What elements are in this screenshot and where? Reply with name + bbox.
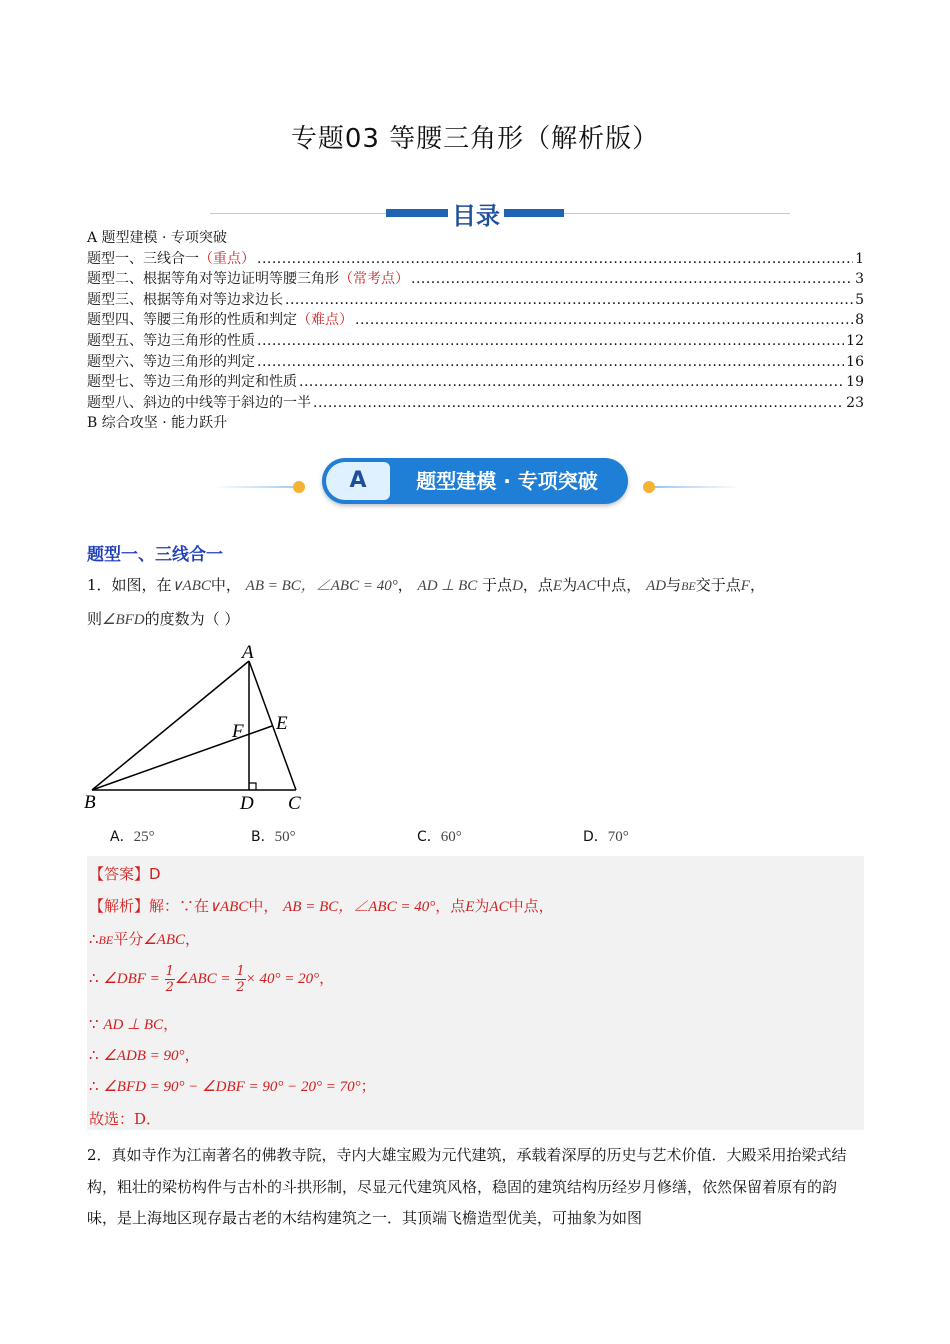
analysis-text: 平分 [113,930,144,948]
analysis-math: ∠ADB = 90° [103,1048,185,1064]
question-2: 2．真如寺作为江南著名的佛教寺院，寺内大雄宝殿为元代建筑，承载着深厚的历史与艺术价值．大殿采用抬梁式结构，粗壮的梁枋构件与古朴的斗拱形制，尽显元代建筑风格，稳固的建筑结构历经岁月修缮，依然保留着原有的韵味，是上海地区现存最古老的木结构建筑之一．其顶端飞檐造型优美，可抽象为如图 [87,1146,847,1227]
q1-text: ， [749,576,765,594]
toc-item[interactable] [87,310,864,331]
toc-part-b[interactable] [87,413,864,434]
analysis-text: ∴ [89,1077,99,1095]
toc-item-page: 23 [846,394,864,411]
toc-leader [257,352,844,373]
analysis-text: ，点 [435,897,466,915]
toc-leader [411,269,853,290]
q1-text: 1．如图，在 [87,576,172,594]
analysis-line-7: 故选：D． [89,1110,162,1128]
q1-segment-ad: AD [646,578,667,594]
toc-item-page: 19 [846,374,864,391]
q1-text: 交于点 [695,576,741,594]
analysis-text: ； [360,1077,376,1095]
analysis-text: ∴ [89,930,99,948]
toc-item-page: 12 [846,332,864,349]
toc-leader [257,249,853,270]
fraction-half [235,964,245,995]
q1-text: 则 [87,610,103,628]
document-title: 专题03 等腰三角形（解析版） [290,124,660,154]
segment-ac [249,661,296,790]
analysis-text: 中点， [508,897,554,915]
option-c[interactable] [417,826,462,846]
toc-item-tag: （难点） [297,312,353,329]
toc-leader [355,310,853,331]
analysis-math: ∠ABC = [174,971,231,987]
analysis-text: 为 [474,897,490,915]
analysis-tag: 【解析】 [89,897,150,915]
analysis-text: ∵ [89,1015,99,1033]
analysis-math: E [465,899,475,915]
option-key: B． [251,829,275,845]
section-banner [322,458,628,504]
analysis-text: ∴ [89,1046,99,1064]
solution-box [87,856,864,1130]
q1-condition-2: AD ⊥ BC [417,578,478,594]
q1-point-e: E [552,578,563,594]
analysis-text: ， [185,930,201,948]
fraction-denominator: 2 [236,979,245,995]
option-b[interactable] [251,826,296,846]
fraction-half [165,964,175,995]
label-e: E [276,713,288,734]
toc-item[interactable] [87,290,864,311]
banner-line-right [655,486,740,488]
toc-item-label: 题型二、根据等角对等边证明等腰三角形 [87,271,339,288]
toc-part-a-label: A 题型建模 · 专项突破 [87,230,227,246]
q1-angle: ∠BFD [102,612,145,628]
toc-item-label: 题型六、等边三角形的判定 [87,353,255,370]
analysis-math: AC [489,899,509,915]
analysis-line-1 [89,895,554,916]
toc-item-tag: （常考点） [339,271,409,288]
toc-item-page: 1 [855,250,864,267]
q1-text: 中， [210,576,241,594]
analysis-line-6 [89,1075,376,1096]
fraction-numerator: 1 [236,963,245,979]
analysis-math: BE [98,933,114,947]
q1-segment-ac: AC [577,578,597,594]
option-value: 70° [607,829,629,845]
toc-heading: 目录 [448,196,504,231]
option-key: D． [583,829,608,845]
toc-item[interactable] [87,331,864,352]
right-angle-mark [249,783,256,790]
q1-segment-be: BE [681,579,696,593]
q1-text: ， [397,576,413,594]
table-of-contents [87,228,864,434]
toc-item-page: 3 [855,271,864,288]
toc-item-label: 题型一、三线合一 [87,250,199,267]
banner-dot-right [643,481,655,493]
toc-item[interactable] [87,269,864,290]
toc-item-label: 题型七、等边三角形的判定和性质 [87,374,297,391]
q1-text: 与 [666,576,682,594]
toc-item-label: 题型三、根据等角对等边求边长 [87,291,283,308]
option-key: C． [417,829,441,845]
label-f: F [232,721,244,742]
analysis-text: 解：∵在 [149,897,210,915]
analysis-line-5 [89,1044,200,1065]
q1-triangle: ∨ABC [171,578,211,594]
analysis-math: AD ⊥ BC [103,1017,164,1033]
toc-item-tag: （重点） [199,250,255,267]
analysis-text: 中， [248,897,279,915]
segment-ba [92,661,249,790]
analysis-text: ∴ [89,969,99,987]
analysis-line-4 [89,1013,178,1034]
answer-tag: 【答案】 [89,865,150,883]
toc-header-bar-right [502,209,564,217]
analysis-math: × 40° = 20° [245,971,320,987]
toc-leader [257,331,844,352]
toc-item-page: 8 [855,312,864,329]
question-1-line-2 [87,603,864,637]
analysis-math: ∠ABC [143,932,186,948]
q1-text: 于点 [482,576,513,594]
option-a[interactable] [110,826,155,846]
q1-text: 的度数为（ ） [144,610,240,628]
triangle-figure [80,638,320,818]
analysis-math: ∨ABC [209,899,249,915]
analysis-text: ， [319,969,335,987]
option-key: A． [110,829,134,845]
question-1 [87,569,864,637]
toc-leader [299,372,844,393]
toc-item-label: 题型五、等边三角形的性质 [87,332,255,349]
toc-item[interactable] [87,352,864,373]
toc-part-b-label: B 综合攻坚 · 能力跃升 [87,415,228,432]
analysis-math: ∠BFD = 90° − ∠DBF = 90° − 20° = 70° [103,1079,361,1095]
label-d: D [240,793,254,814]
analysis-line-2 [89,928,200,949]
toc-part-a[interactable] [87,228,864,249]
label-b: B [84,792,96,813]
option-value: 60° [440,829,462,845]
q1-text: 中点， [596,576,642,594]
banner-line-left [212,486,302,488]
toc-leader [285,290,853,311]
banner-text: 题型建模 · 专项突破 [416,469,598,493]
analysis-line-3 [89,958,334,999]
toc-item-label: 题型八、斜边的中线等于斜边的一半 [87,394,311,411]
fraction-numerator: 1 [165,963,174,979]
toc-item[interactable] [87,393,864,414]
option-d[interactable] [583,826,629,846]
analysis-math: AB = BC，∠ABC = 40° [283,899,436,915]
label-a: A [242,642,254,663]
toc-leader [313,393,844,414]
analysis-math: ∠DBF = [103,971,160,987]
q1-text: ，点 [522,576,553,594]
option-value: 50° [274,829,296,845]
segment-be [92,726,272,790]
analysis-text: ， [184,1046,200,1064]
toc-item-page: 5 [855,291,864,308]
toc-header-bar-left [386,209,448,217]
toc-item-label: 题型四、等腰三角形的性质和判定 [87,312,297,329]
banner-dot-left [293,481,305,493]
toc-item[interactable] [87,372,864,393]
label-c: C [288,793,301,814]
option-value: 25° [133,829,155,845]
q1-point-d: D [512,578,523,594]
banner-letter: A [326,462,390,500]
answer-line [89,863,161,884]
q1-condition-1: AB = BC，∠ABC = 40° [245,578,398,594]
fraction-denominator: 2 [165,979,174,995]
question-1-line-1 [87,569,864,603]
toc-header [210,196,790,232]
analysis-text: ， [163,1015,179,1033]
toc-item-page: 16 [846,353,864,370]
toc-item[interactable] [87,249,864,270]
answer-value: D [149,865,161,883]
q1-point-f: F [740,578,750,594]
section-title: 题型一、三线合一 [87,545,223,565]
q1-text: 为 [562,576,578,594]
